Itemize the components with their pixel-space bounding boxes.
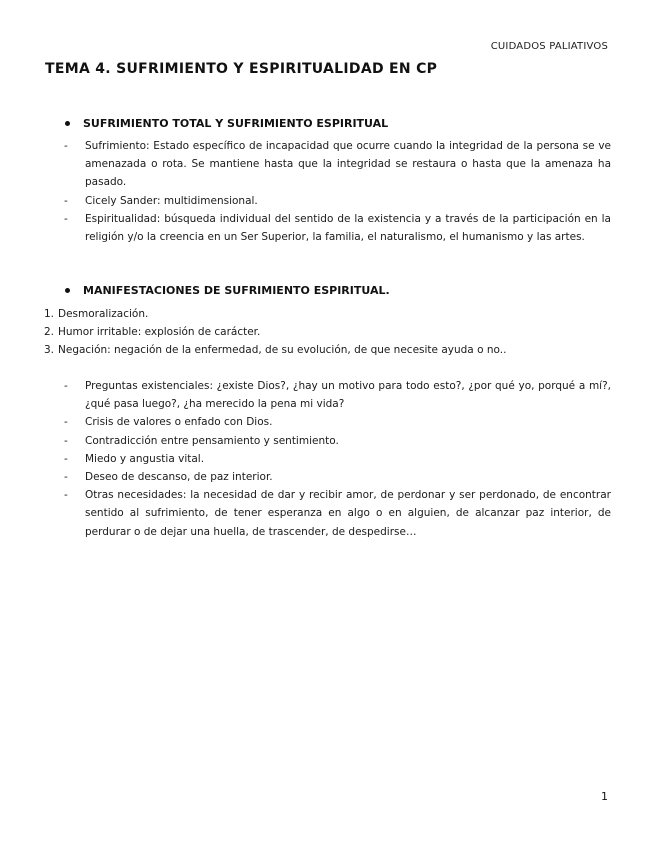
list-item-text: Sufrimiento: Estado específico de incapacidad que ocurre cuando la integridad de la persona se ve amenazada o rota. Se mantiene hasta que la integridad se restaura o hasta que la amenaza ha pasado. — [85, 140, 611, 189]
dash-marker: - — [64, 212, 68, 225]
section-heading-sufrimiento-total — [63, 117, 388, 130]
page-title: TEMA 4. SUFRIMIENTO Y ESPIRITUALIDAD EN CP — [45, 61, 438, 77]
list-item-text: Miedo y angustia vital. — [85, 452, 205, 465]
list-item — [63, 377, 611, 413]
list-item — [63, 210, 611, 246]
list-item — [63, 137, 611, 192]
list-item — [63, 413, 611, 431]
dash-marker: - — [64, 380, 68, 392]
numbered-item-text: Humor irritable: explosión de carácter. — [58, 326, 261, 339]
running-header: CUIDADOS PALIATIVOS — [490, 41, 608, 52]
section-heading-label: MANIFESTACIONES DE SUFRIMIENTO ESPIRITUAL. — [83, 284, 390, 297]
manifestaciones-numbered-list — [44, 305, 604, 360]
item-number: 3. — [44, 344, 55, 357]
list-item — [63, 486, 611, 541]
dash-marker: - — [64, 140, 68, 152]
list-item — [63, 468, 611, 486]
item-number: 2. — [44, 326, 55, 339]
list-item — [63, 450, 611, 468]
dash-marker: - — [64, 471, 68, 484]
page-number: 1 — [601, 790, 608, 803]
dash-marker: - — [64, 452, 68, 465]
section-heading-label: SUFRIMIENTO TOTAL Y SUFRIMIENTO ESPIRITUAL — [83, 117, 389, 130]
numbered-item-text: Negación: negación de la enfermedad, de su evolución, de que necesite ayuda o no.. — [58, 344, 507, 357]
section-heading-manifestaciones — [63, 284, 390, 297]
list-item-text: Otras necesidades: la necesidad de dar y recibir amor, de perdonar y ser perdonado, de encontrar sentido al sufrimiento, de tener esperanza en algo o en alguien, de alcanzar paz interior, de perdurar o de dejar una huella, de trascender, de despedirse… — [85, 489, 611, 538]
item-number: 1. — [44, 308, 55, 320]
sufrimiento-list — [63, 137, 611, 246]
list-item — [63, 192, 611, 210]
list-item-text: Preguntas existenciales: ¿existe Dios?, ¿hay un motivo para todo esto?, ¿por qué yo, porqué a mí?, ¿qué pasa luego?, ¿ha merecido la pena mi vida? — [85, 380, 611, 411]
numbered-item — [44, 323, 604, 341]
dash-marker: - — [64, 489, 68, 502]
numbered-item — [44, 305, 604, 323]
list-item-text: Cicely Sander: multidimensional. — [85, 194, 258, 207]
manifestaciones-list — [63, 377, 611, 541]
numbered-item-text: Desmoralización. — [58, 308, 149, 320]
list-item-text: Espiritualidad: búsqueda individual del sentido de la existencia y a través de la participación en la religión y/o la creencia en un Ser Superior, la familia, el naturalismo, el humanismo y las artes. — [85, 212, 611, 244]
numbered-item — [44, 341, 604, 359]
bullet-dot-icon — [65, 288, 70, 293]
list-item-text: Contradicción entre pensamiento y sentimiento. — [85, 434, 339, 447]
dash-marker: - — [64, 416, 68, 429]
list-item-text: Deseo de descanso, de paz interior. — [85, 471, 273, 484]
list-item-text: Crisis de valores o enfado con Dios. — [85, 416, 273, 429]
dash-marker: - — [64, 434, 68, 447]
dash-marker: - — [64, 194, 68, 207]
bullet-dot-icon — [65, 121, 70, 126]
list-item — [63, 432, 611, 450]
